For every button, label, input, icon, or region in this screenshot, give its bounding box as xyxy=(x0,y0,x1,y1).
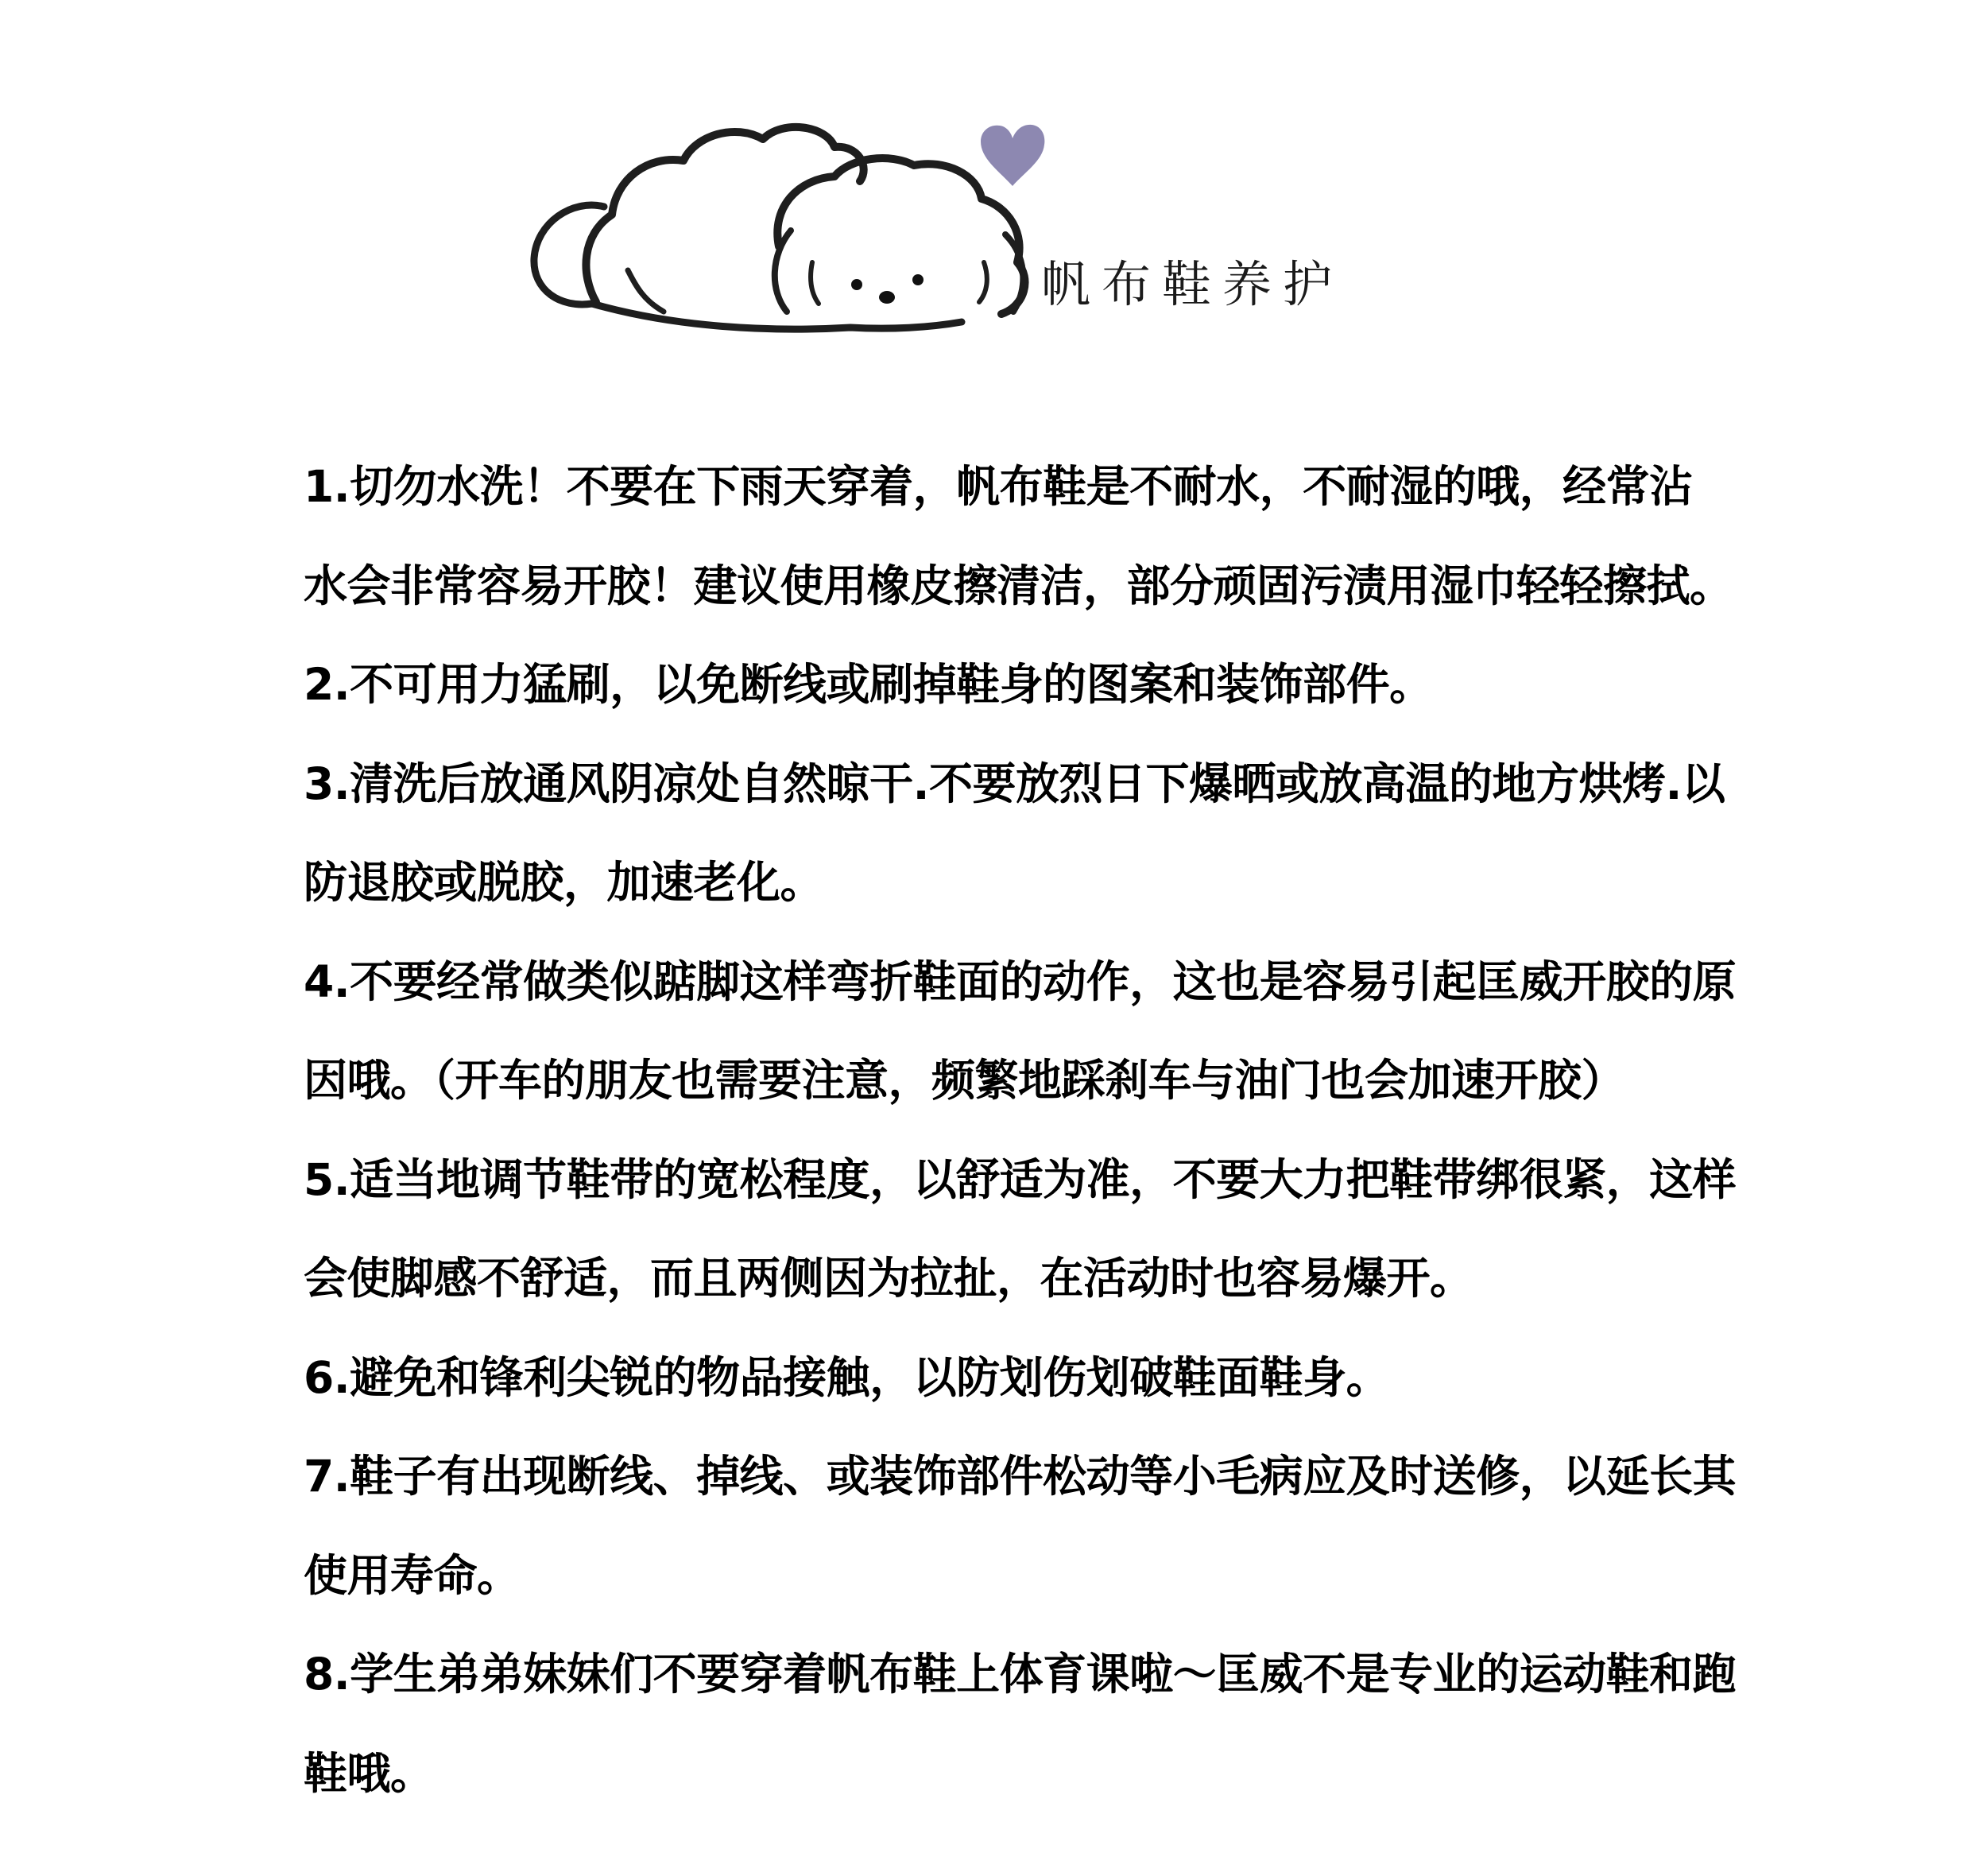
instruction-line: 鞋哦。 xyxy=(304,1747,434,1799)
instruction-line: 8.学生弟弟妹妹们不要穿着帆布鞋上体育课啦～匡威不是专业的运动鞋和跑 xyxy=(304,1649,1737,1700)
care-instructions xyxy=(304,437,1782,1823)
instruction-line: 因哦。（开车的朋友也需要注意，频繁地踩刹车与油门也会加速开胶） xyxy=(304,1055,1625,1106)
instruction-line: 5.适当地调节鞋带的宽松程度，以舒适为准，不要大力把鞋带绑很紧，这样 xyxy=(304,1153,1737,1205)
instruction-line: 4.不要经常做类似踮脚这样弯折鞋面的动作，这也是容易引起匡威开胶的原 xyxy=(304,955,1737,1007)
instruction-line: 防退胶或脱胶，加速老化。 xyxy=(304,857,824,908)
instruction-line: 会使脚感不舒适，而且两侧因为拉扯，在活动时也容易爆开。 xyxy=(304,1253,1473,1304)
page-title: 帆布鞋养护 xyxy=(1041,255,1344,313)
header xyxy=(0,0,1971,397)
heart-icon xyxy=(976,119,1049,191)
instruction-line: 2.不可用力猛刷，以免断线或刷掉鞋身的图案和装饰部件。 xyxy=(304,659,1433,710)
instruction-line: 3.清洗后放通风阴凉处自然晾干.不要放烈日下爆晒或放高温的地方烘烤.以 xyxy=(304,758,1725,809)
instruction-line: 1.切勿水洗！不要在下雨天穿着，帆布鞋是不耐水，不耐湿的哦，经常沾 xyxy=(304,461,1693,512)
instruction-line: 使用寿命。 xyxy=(304,1549,521,1601)
instruction-line: 水会非常容易开胶！建议使用橡皮擦清洁，部分顽固污渍用湿巾轻轻擦拭。 xyxy=(304,560,1733,611)
instruction-line: 6.避免和锋利尖锐的物品接触，以防划伤划破鞋面鞋身。 xyxy=(304,1351,1390,1403)
instruction-line: 7.鞋子有出现断线、掉线、或装饰部件松动等小毛病应及时送修，以延长其 xyxy=(304,1451,1737,1502)
